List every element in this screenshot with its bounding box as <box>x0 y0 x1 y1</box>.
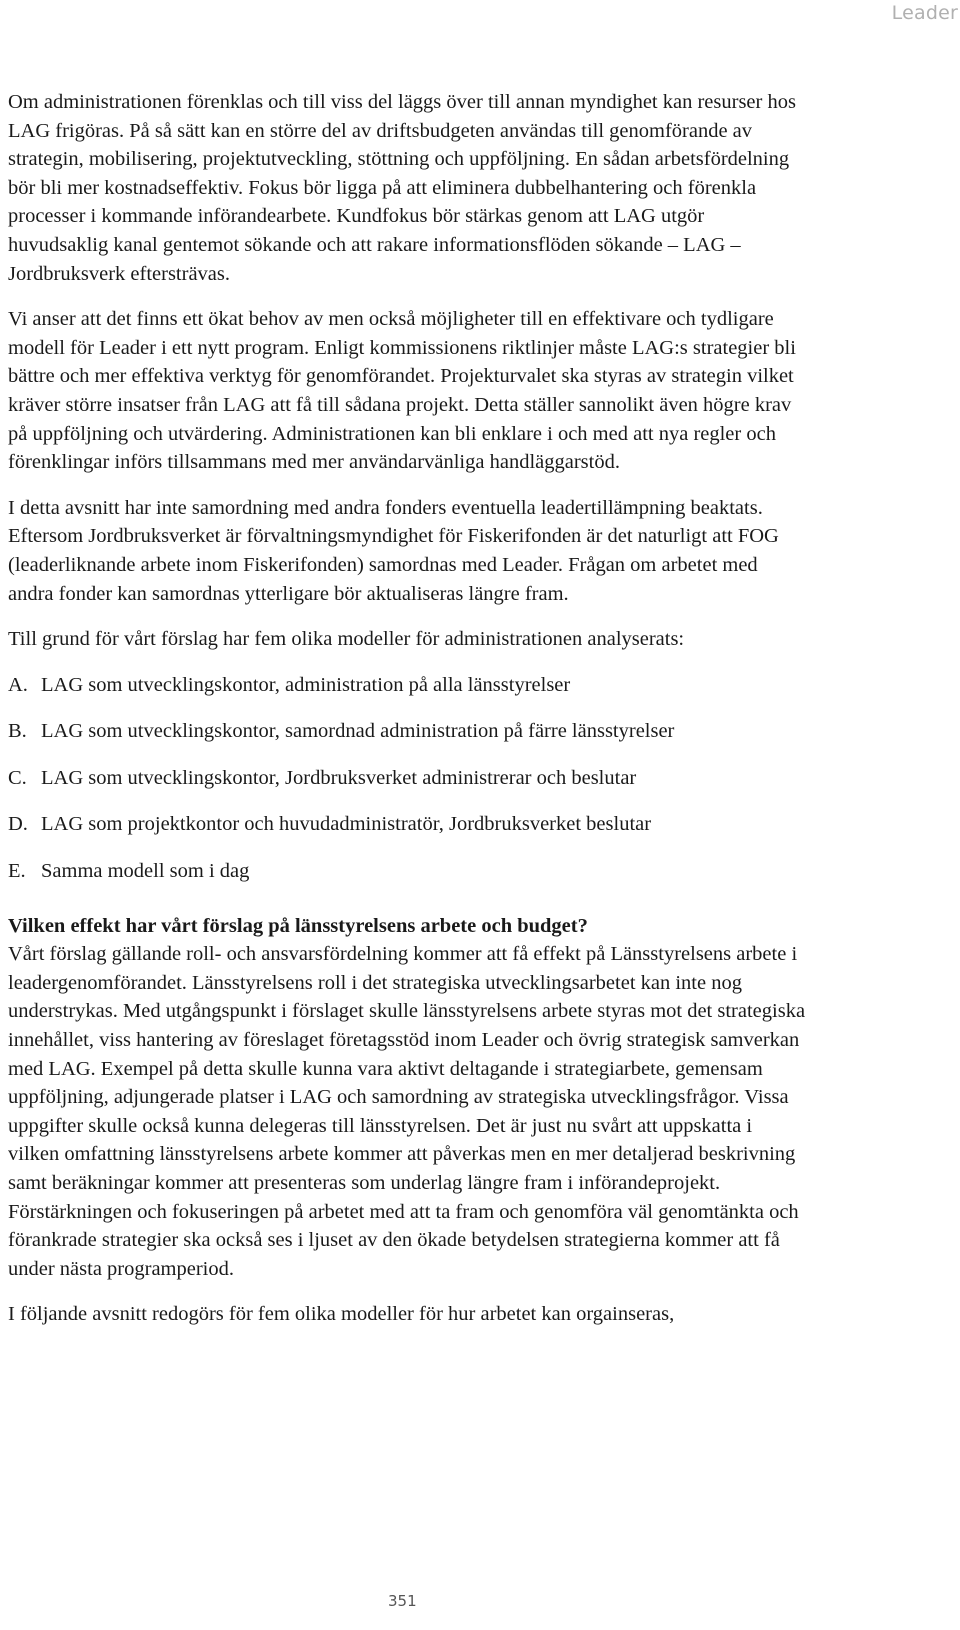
list-letter: D. <box>8 813 28 836</box>
page-number: 351 <box>388 1592 417 1610</box>
model-list <box>8 671 808 886</box>
list-item <box>8 717 808 746</box>
list-item <box>8 810 808 839</box>
page-body <box>8 88 808 1346</box>
list-letter: E. <box>8 860 26 883</box>
paragraph: Om administrationen förenklas och till viss del läggs över till annan myndighet kan resurser hos LAG frigöras. På så sätt kan en större del av driftsbudgeten användas till genomförande av strategin, mobilisering, projektutveckling, stöttning och uppföljning. En sådan arbetsfördelning bör bli mer kostnadseffektiv. Fokus bör ligga på att eliminera dubbelhantering och förenkla processer i kommande införandearbete. Kundfokus bör stärkas genom att LAG utgör huvudsaklig kanal gentemot sökande och att rakare informationsflöden sökande – LAG – Jordbruksverk eftersträvas. <box>8 91 796 285</box>
list-letter: A. <box>8 673 28 696</box>
paragraph: Vi anser att det finns ett ökat behov av men också möjligheter till en effektivare och tydligare modell för Leader i ett nytt program. Enligt kommissionens riktlinjer måste LAG:s strategier bli bättre och mer effektiva verktyg för genomförandet. Projekturvalet ska styras av strategin vilket kräver större insatser från LAG att få till sådana projekt. Detta ställer sannolikt även högre krav på uppföljning och utvärdering. Administrationen kan bli enklare i och med att nya regler och förenklingar införs tillsammans med mer användarvänliga handläggarstöd. <box>8 308 796 474</box>
section-heading: Vilken effekt har vårt förslag på länsstyrelsens arbete och budget? <box>8 914 588 937</box>
list-text: LAG som projektkontor och huvudadministratör, Jordbruksverket beslutar <box>41 813 652 836</box>
paragraph: I följande avsnitt redogörs för fem olika modeller för hur arbetet kan orgainseras, <box>8 1303 675 1326</box>
list-text: Samma modell som i dag <box>41 860 250 883</box>
list-letter: B. <box>8 720 27 743</box>
paragraph: Till grund för vårt förslag har fem olika modeller för administrationen analyserats: <box>8 628 685 651</box>
running-header: Leader <box>891 2 958 24</box>
list-text: LAG som utvecklingskontor, samordnad administration på färre länsstyrelser <box>41 720 675 743</box>
list-letter: C. <box>8 766 27 789</box>
paragraph: Vårt förslag gällande roll- och ansvarsfördelning kommer att få effekt på Länsstyrelsens arbete i leadergenomförandet. Länsstyrelsens roll i det strategiska utvecklingsarbetet kan inte nog understrykas. Med utgångspunkt i förslaget skulle länsstyrelsens arbete styras mot det strategiska innehållet, viss hantering av föreslaget företagsstöd inom Leader och övrig strategisk samverkan med LAG. Exempel på detta skulle kunna vara aktivt deltagande i strategiarbete, gemensam uppföljning, adjungerade platser i LAG och samordning av strategiska utvecklingsfrågor. Vissa uppgifter skulle också kunna delegeras till länsstyrelsen. Det är just nu svårt att uppskatta i vilken omfattning länsstyrelsens arbete kommer att påverkas men en mer detaljerad beskrivning samt beräkningar kommer att presenteras som underlag längre fram i införandeprojekt. Förstärkningen och fokuseringen på arbetet med att ta fram och genomföra väl genomtänkta och förankrade strategier ska också ses i ljuset av den ökade betydelsen strategierna kommer att få under nästa programperiod. <box>8 943 806 1280</box>
list-item <box>8 764 808 793</box>
list-item <box>8 857 808 886</box>
list-item <box>8 671 808 700</box>
list-text: LAG som utvecklingskontor, Jordbruksverket administrerar och beslutar <box>41 766 637 789</box>
list-text: LAG som utvecklingskontor, administration på alla länsstyrelser <box>41 673 571 696</box>
paragraph: I detta avsnitt har inte samordning med andra fonders eventuella leadertillämpning beaktats. Eftersom Jordbruksverket är förvaltningsmyndighet för Fiskerifonden är det naturligt att FOG (leaderliknande arbete inom Fiskerifonden) samordnas med Leader. Frågan om arbetet med andra fonder kan samordnas ytterligare bör aktualiseras längre fram. <box>8 496 779 605</box>
